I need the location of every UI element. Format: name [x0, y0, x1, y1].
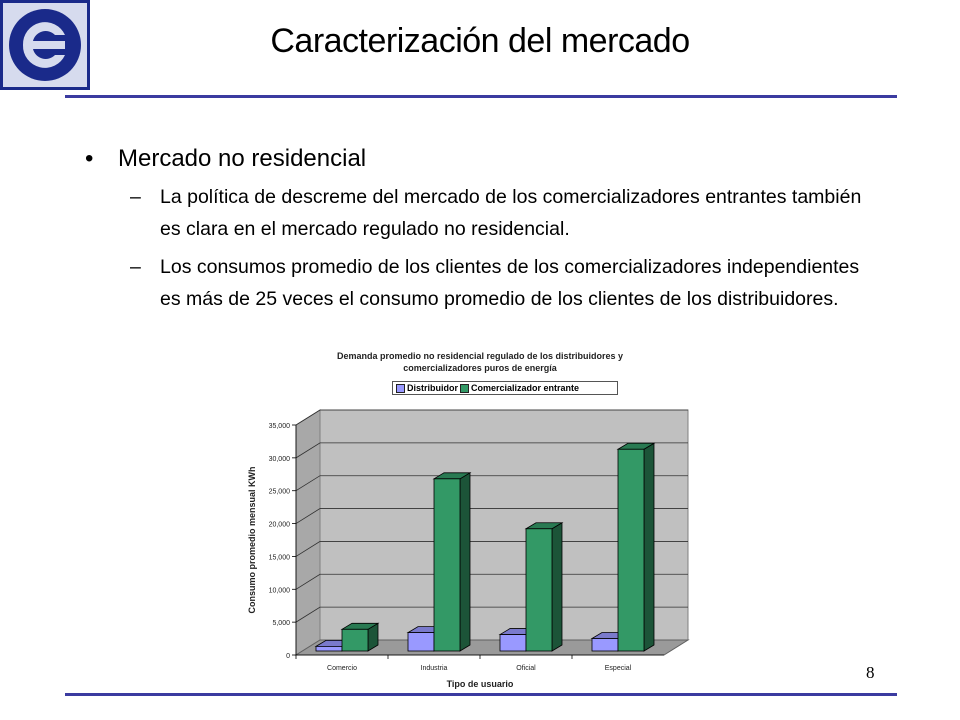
bullet-main-text: Mercado no residencial — [118, 145, 367, 172]
x-tick-label: Especial — [604, 665, 632, 672]
bullet-glyph: • — [85, 145, 94, 172]
bar-comercializador-entrante-comercio — [342, 629, 368, 651]
bar-distribuidor-comercio — [316, 646, 342, 651]
chart-title-line1: Demanda promedio no residencial regulado de los distribuidores y — [336, 351, 624, 361]
bar-distribuidor-industria — [408, 633, 434, 651]
y-tick-label: 25,000 — [268, 488, 290, 496]
chart-legend — [392, 381, 618, 395]
bullet-main — [85, 143, 885, 175]
bottom-divider — [65, 693, 897, 696]
bullet-sub-2-text: Los consumos promedio de los clientes de los comercializadores independientes es más de 25 veces el consumo promedio de los clientes de los distribuidores. — [160, 256, 860, 310]
legend-item-distribuidor — [396, 382, 458, 394]
slide-title: Caracterización del mercado — [270, 22, 690, 60]
y-tick-label: 0 — [286, 653, 290, 660]
bullet-sub-1-text: La política de descreme del mercado de los comercializadores entrantes también es clara en el mercado regulado no residencial. — [160, 186, 862, 240]
x-axis-title: Tipo de usuario — [446, 679, 514, 689]
bar-comercializador-entrante-oficial — [526, 529, 552, 651]
bar-comercializador-entrante-industria — [434, 479, 460, 651]
legend-swatch-distribuidor — [396, 384, 405, 393]
page-number: 8 — [866, 663, 875, 682]
y-tick-label: 15,000 — [268, 554, 290, 562]
legend-item-comercializador — [460, 382, 579, 394]
top-divider — [65, 95, 897, 98]
bullet-sub-2 — [85, 251, 885, 315]
bar-distribuidor-especial — [592, 639, 618, 651]
dash-glyph: – — [130, 256, 141, 278]
legend-label-comercializador: Comercializador entrante — [471, 383, 580, 393]
legend-swatch-comercializador — [460, 384, 469, 393]
chart-title — [300, 350, 660, 374]
dash-glyph: – — [130, 186, 141, 208]
bar-side — [460, 473, 470, 651]
y-tick-label: 5,000 — [272, 620, 290, 628]
bar-side — [644, 443, 654, 651]
bar-chart — [236, 400, 696, 695]
y-tick-label: 30,000 — [268, 455, 290, 463]
bar-side — [552, 523, 562, 651]
chart-title-line2: comercializadores puros de energía — [403, 363, 557, 373]
bullet-sub-1 — [85, 181, 885, 245]
bar-distribuidor-oficial — [500, 635, 526, 651]
legend-label-distribuidor: Distribuidor — [407, 383, 458, 393]
bullet-list — [85, 143, 885, 315]
y-tick-label: 35,000 — [268, 423, 290, 430]
chart-side-wall — [296, 410, 320, 655]
x-tick-label: Oficial — [516, 665, 536, 672]
y-tick-label: 20,000 — [268, 521, 290, 529]
x-tick-label: Comercio — [327, 665, 357, 672]
y-axis-title: Consumo promedio mensual KWh — [247, 466, 257, 614]
y-tick-label: 10,000 — [268, 587, 290, 595]
x-tick-label: Industria — [420, 665, 448, 672]
bar-comercializador-entrante-especial — [618, 449, 644, 651]
